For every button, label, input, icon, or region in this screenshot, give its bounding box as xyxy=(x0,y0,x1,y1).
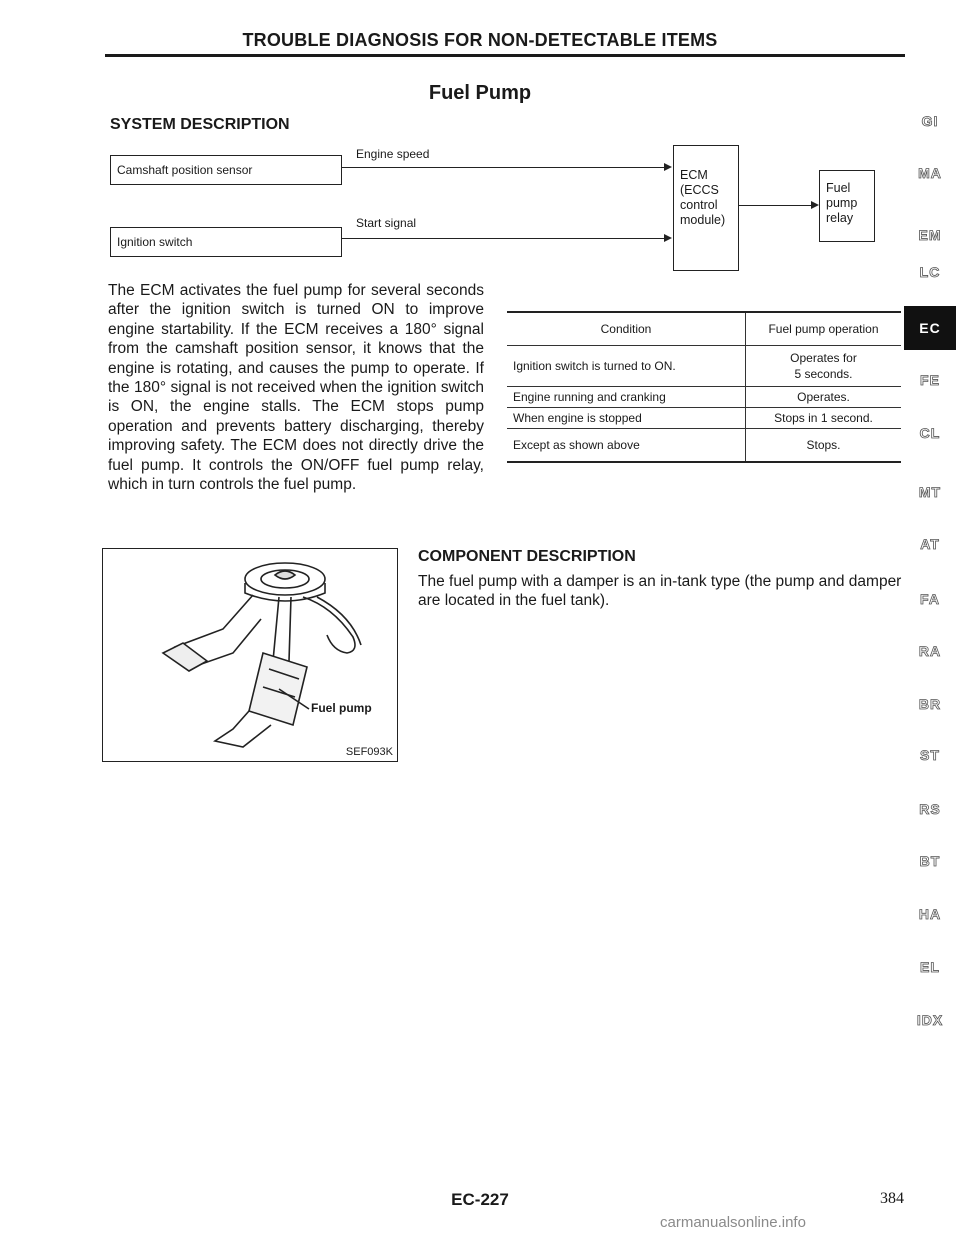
fuel-pump-relay-box xyxy=(819,170,875,242)
ignition-switch-box xyxy=(110,227,342,257)
page-title: Fuel Pump xyxy=(428,82,532,104)
side-tab-st[interactable]: ST xyxy=(920,747,940,763)
relay-line xyxy=(739,205,811,206)
side-tab-cl[interactable]: CL xyxy=(919,425,941,441)
side-tab-ma[interactable]: MA xyxy=(918,165,942,181)
footer-watermark: carmanualsonline.info xyxy=(660,1214,806,1231)
table-cell: When engine is stopped xyxy=(507,408,746,429)
side-tab-ec[interactable]: EC xyxy=(904,306,956,350)
ecm-line: (ECCS xyxy=(680,183,719,197)
side-tab-br[interactable]: BR xyxy=(918,696,942,712)
side-tab-lc[interactable]: LC xyxy=(919,264,941,280)
ecm-line: module) xyxy=(680,213,726,227)
side-tab-em[interactable]: EM xyxy=(918,227,942,243)
engine-speed-label: Engine speed xyxy=(356,147,430,161)
start-signal-arrow-icon xyxy=(664,234,672,242)
table-row xyxy=(507,346,901,387)
side-tab-rs[interactable]: RS xyxy=(919,801,941,817)
side-tab-el[interactable]: EL xyxy=(920,959,940,975)
side-tab-ra[interactable]: RA xyxy=(918,643,942,659)
condition-table xyxy=(507,311,901,463)
fuel-pump-figure xyxy=(102,548,398,762)
ignition-switch-label: Ignition switch xyxy=(117,235,193,249)
table-cell: Except as shown above xyxy=(507,429,746,463)
table-cell: Stops. xyxy=(746,429,902,463)
start-signal-label: Start signal xyxy=(356,216,417,230)
table-row xyxy=(507,408,901,429)
table-cell: Operates. xyxy=(746,387,902,408)
footer-page-number: 384 xyxy=(880,1190,904,1207)
side-tab-idx[interactable]: IDX xyxy=(916,1012,944,1028)
relay-line-text: pump xyxy=(826,196,858,210)
side-tab-mt[interactable]: MT xyxy=(918,484,942,500)
ecm-line: ECM xyxy=(680,168,708,182)
table-row xyxy=(507,429,901,463)
table-header-row xyxy=(507,312,901,346)
side-tab-ha[interactable]: HA xyxy=(918,906,942,922)
figure-code: SEF093K xyxy=(345,746,393,758)
side-tab-fe[interactable]: FE xyxy=(920,372,940,388)
engine-speed-arrow-icon xyxy=(664,163,672,171)
side-tab-bt[interactable]: BT xyxy=(919,853,941,869)
header-title: TROUBLE DIAGNOSIS FOR NON-DETECTABLE ITEMS xyxy=(242,30,718,50)
system-description-heading: SYSTEM DESCRIPTION xyxy=(110,116,290,133)
system-description-paragraph: The ECM activates the fuel pump for several seconds after the ignition switch is turned ON to improve engine startability. If the ECM receives a 180° signal from the camshaft position sensor, it knows that the engine is rotating, and causes the pump to operate. If the 180° signal is not received when the ignition switch is ON, the engine stalls. The ECM stops pump operation and prevents battery discharging, thereby improving safety. The ECM does not directly drive the fuel pump. It controls the ON/OFF fuel pump relay, which in turn controls the fuel pump. xyxy=(108,282,484,494)
relay-arrow-icon xyxy=(811,201,819,209)
table-cell: Ignition switch is turned to ON. xyxy=(507,346,746,387)
table-cell: Operates for 5 seconds. xyxy=(746,346,902,387)
engine-speed-line xyxy=(342,167,664,168)
table-cell: Stops in 1 second. xyxy=(746,408,902,429)
table-cell: Engine running and cranking xyxy=(507,387,746,408)
table-row xyxy=(507,387,901,408)
camshaft-sensor-label: Camshaft position sensor xyxy=(117,163,253,177)
header-rule xyxy=(105,54,905,57)
table-header-cell: Condition xyxy=(507,312,746,346)
ecm-box xyxy=(673,145,739,271)
start-signal-line xyxy=(342,238,664,239)
fuel-pump-illustration xyxy=(103,549,397,761)
relay-line-text: Fuel xyxy=(826,181,851,195)
footer-page-code: EC-227 xyxy=(451,1190,509,1209)
component-description-heading: COMPONENT DESCRIPTION xyxy=(418,548,636,565)
ecm-line: control xyxy=(680,198,718,212)
side-tab-fa[interactable]: FA xyxy=(920,591,940,607)
camshaft-sensor-box xyxy=(110,155,342,185)
table-header-cell: Fuel pump operation xyxy=(746,312,902,346)
relay-line-text: relay xyxy=(826,211,854,225)
fuel-pump-callout: Fuel pump xyxy=(311,701,372,715)
side-tab-at[interactable]: AT xyxy=(920,536,940,552)
component-description-text: The fuel pump with a damper is an in-tank type (the pump and damper are located in the fuel tank). xyxy=(418,573,902,610)
side-tab-gi[interactable]: GI xyxy=(921,113,939,129)
